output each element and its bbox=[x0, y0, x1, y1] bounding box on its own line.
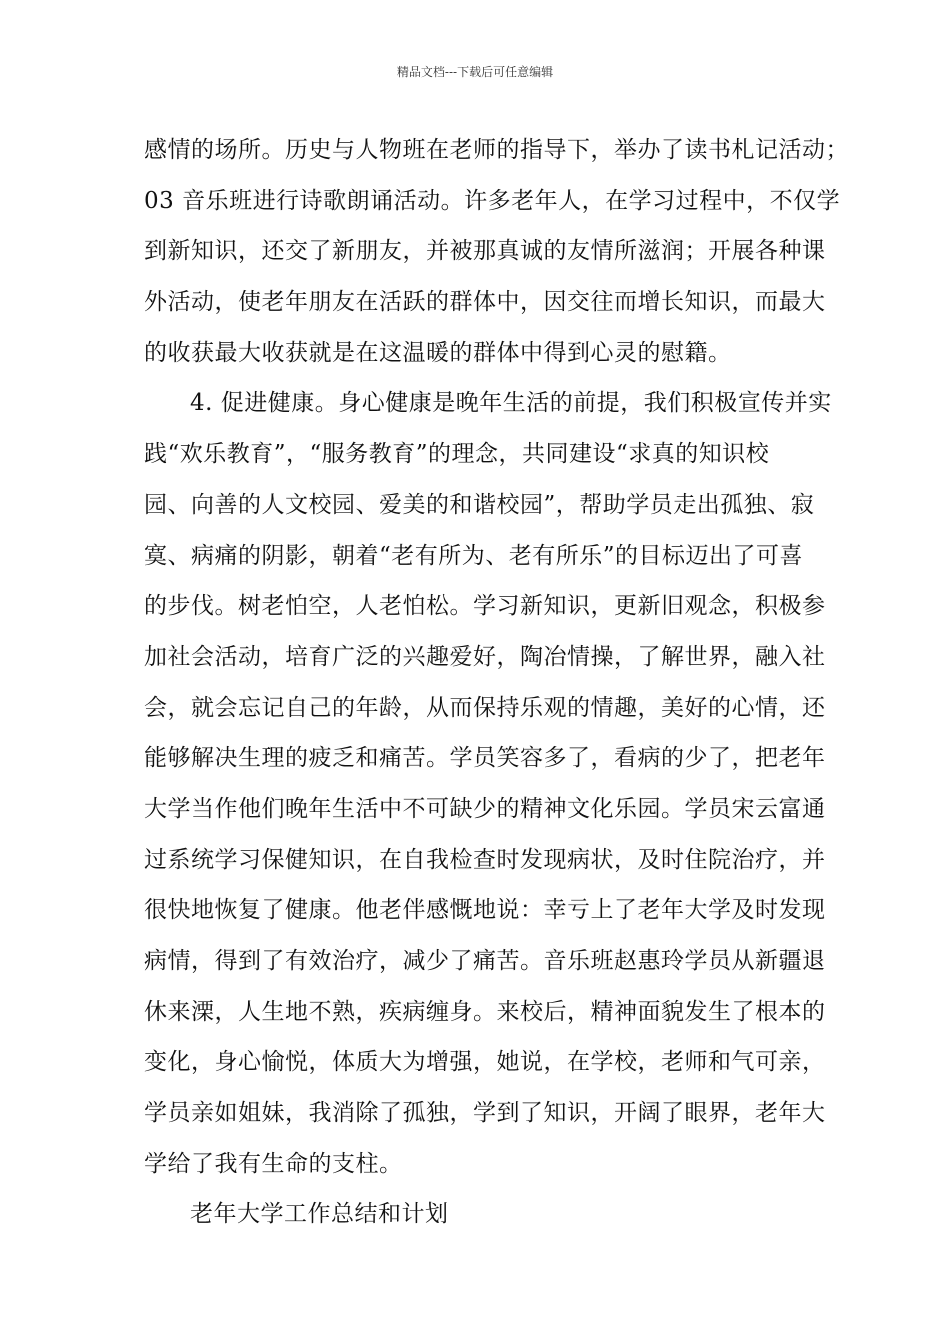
paragraph-line: 03 音乐班进行诗歌朗诵活动。许多老年人，在学习过程中，不仅学 bbox=[144, 187, 841, 214]
paragraph-line: 践“欢乐教育”，“服务教育”的理念，共同建设“求真的知识校 bbox=[144, 441, 770, 468]
paragraph-line: 大学当作他们晚年生活中不可缺少的精神文化乐园。学员宋云富通 bbox=[144, 795, 826, 822]
closing-section bbox=[144, 1189, 834, 1240]
paragraph-line: 寞、病痛的阴影，朝着“老有所为、老有所乐”的目标迈出了可喜 bbox=[144, 542, 804, 569]
section-title: 老年大学工作总结和计划 bbox=[190, 1201, 449, 1228]
page-header: 精品文档---下载后可任意编辑 bbox=[396, 65, 554, 79]
paragraph-line: 休来溧，人生地不熟，疾病缠身。来校后，精神面貌发生了根本的 bbox=[144, 998, 826, 1025]
paragraph-line: 加社会活动，培育广泛的兴趣爱好，陶冶情操，了解世界，融入社 bbox=[144, 643, 826, 670]
paragraph-line: 4. 促进健康。身心健康是晚年生活的前提，我们积极宣传并实 bbox=[190, 390, 832, 417]
paragraph-line: 学给了我有生命的支柱。 bbox=[144, 1150, 403, 1177]
paragraph-promote-health bbox=[144, 378, 834, 1189]
paragraph-line: 能够解决生理的疲乏和痛苦。学员笑容多了，看病的少了，把老年 bbox=[144, 745, 826, 772]
paragraph-line: 学员亲如姐妹，我消除了孤独，学到了知识，开阔了眼界，老年大 bbox=[144, 1100, 826, 1127]
paragraph-line: 感情的场所。历史与人物班在老师的指导下，举办了读书札记活动； bbox=[144, 137, 849, 163]
paragraph-line: 的收获最大收获就是在这温暖的群体中得到心灵的慰籍。 bbox=[144, 339, 732, 366]
paragraph-line: 园、向善的人文校园、爱美的和谐校园”，帮助学员走出孤独、寂 bbox=[144, 491, 815, 518]
paragraph-line: 病情，得到了有效治疗，减少了痛苦。音乐班赵惠玲学员从新疆退 bbox=[144, 948, 826, 974]
paragraph-line: 过系统学习保健知识，在自我检查时发现病状，及时住院治疗，并 bbox=[144, 846, 826, 873]
paragraph-line: 的步伐。树老怕空，人老怕松。学习新知识，更新旧观念，积极参 bbox=[144, 593, 826, 620]
paragraph-line: 到新知识，还交了新朋友，并被那真诚的友情所滋润；开展各种课 bbox=[144, 238, 826, 265]
document-body bbox=[144, 125, 849, 1240]
paragraph-line: 很快地恢复了健康。他老伴感慨地说：幸亏上了老年大学及时发现 bbox=[144, 897, 826, 924]
paragraph-line: 外活动，使老年朋友在活跃的群体中，因交往而增长知识，而最大 bbox=[144, 289, 826, 316]
paragraph-line: 会，就会忘记自己的年龄，从而保持乐观的情趣，美好的心情，还 bbox=[144, 694, 826, 721]
paragraph-line: 变化，身心愉悦，体质大为增强，她说，在学校，老师和气可亲， bbox=[144, 1049, 826, 1076]
paragraph-social-activities bbox=[144, 125, 849, 378]
